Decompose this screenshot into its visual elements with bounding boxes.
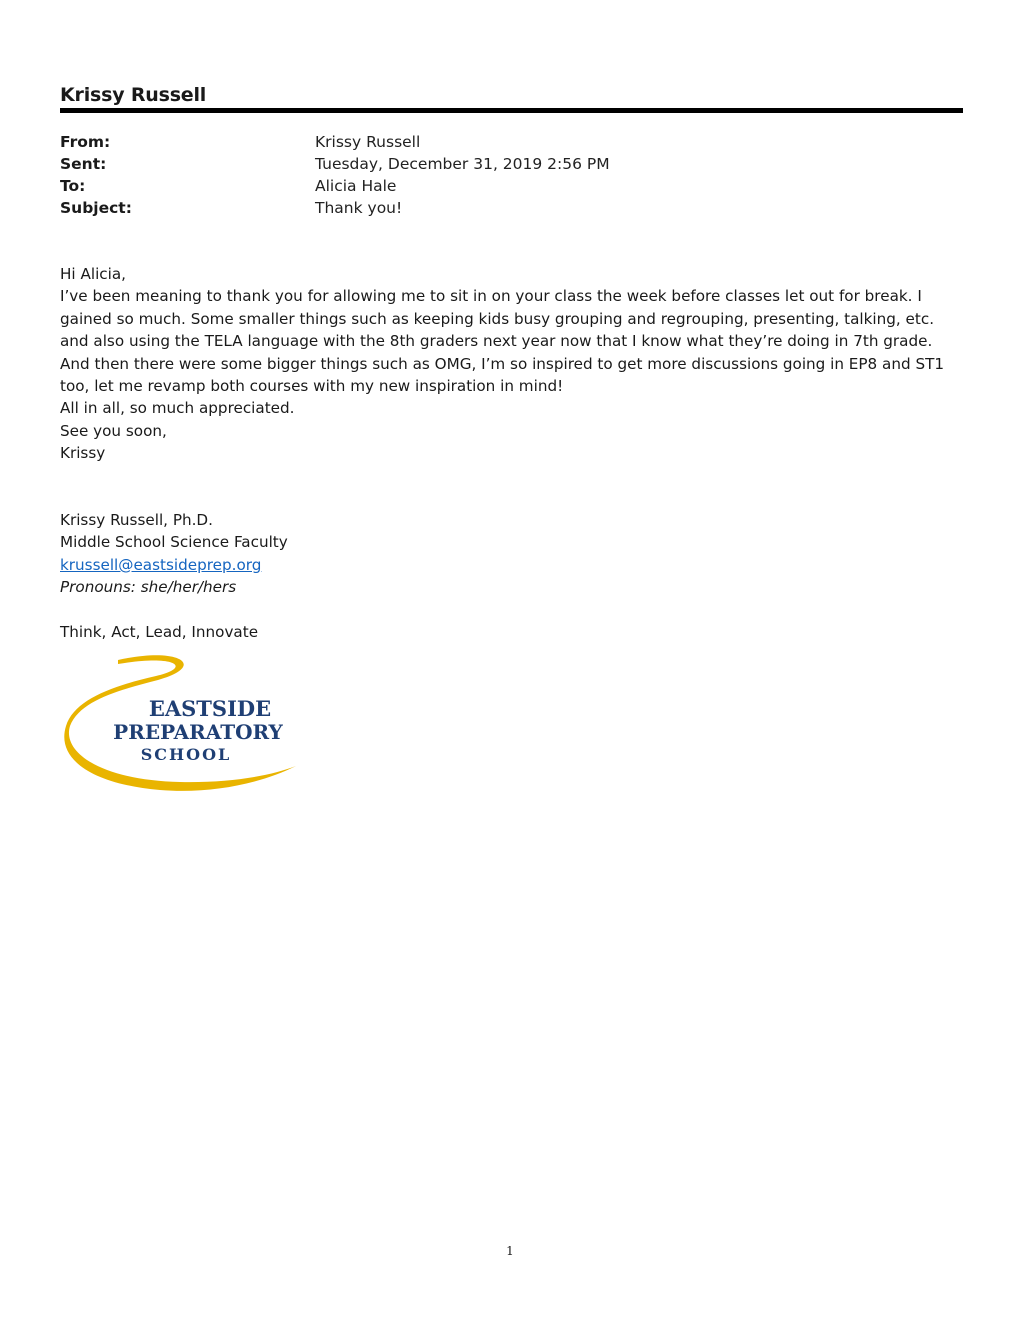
signature-title: Middle School Science Faculty (60, 533, 288, 552)
to-value: Alicia Hale (315, 177, 397, 195)
from-row (60, 131, 960, 153)
to-row (60, 175, 960, 197)
email-header (60, 131, 960, 219)
email-signature (60, 509, 660, 599)
school-motto: Think, Act, Lead, Innovate (60, 623, 259, 641)
logo-text-line2: PREPARATORY (113, 720, 283, 744)
sender-name-heading: Krissy Russell (60, 84, 207, 106)
closing-name: Krissy (60, 444, 106, 463)
body-paragraph: I’ve been meaning to thank you for allowing me to sit in on your class the week before classes let out for break. I gained so much. Some smaller things such as keeping kids busy grouping and regrouping, presenting, talking, etc. and also using the TELA language with the 8th graders next year now that I know what they’re doing in 7th grade. And then there were some bigger things such as OMG, I’m so inspired to get more discussions going in EP8 and ST1 too, let me revamp both courses with my new inspiration in mind! (60, 287, 945, 396)
heading-rule (60, 108, 963, 113)
signature-name: Krissy Russell, Ph.D. (60, 511, 213, 529)
subject-row (60, 197, 960, 219)
appreciation-line: All in all, so much appreciated. (60, 399, 295, 418)
sent-label: Sent: (60, 155, 107, 173)
sent-value: Tuesday, December 31, 2019 2:56 PM (315, 155, 610, 173)
to-label: To: (60, 177, 86, 195)
closing-line: See you soon, (60, 421, 167, 440)
email-body (60, 263, 965, 465)
eastside-prep-logo (60, 648, 300, 796)
subject-label: Subject: (60, 199, 132, 217)
sent-row (60, 153, 960, 175)
signature-pronouns: Pronouns: she/her/hers (60, 578, 237, 597)
signature-email-link[interactable]: krussell@eastsideprep.org (60, 555, 262, 574)
from-label: From: (60, 133, 111, 151)
greeting: Hi Alicia, (60, 265, 127, 283)
logo-text-line3: SCHOOL (140, 745, 232, 764)
from-value: Krissy Russell (315, 133, 421, 151)
page-number: 1 (506, 1244, 514, 1258)
logo-text-line1: EASTSIDE (148, 696, 272, 721)
subject-value: Thank you! (315, 199, 403, 217)
